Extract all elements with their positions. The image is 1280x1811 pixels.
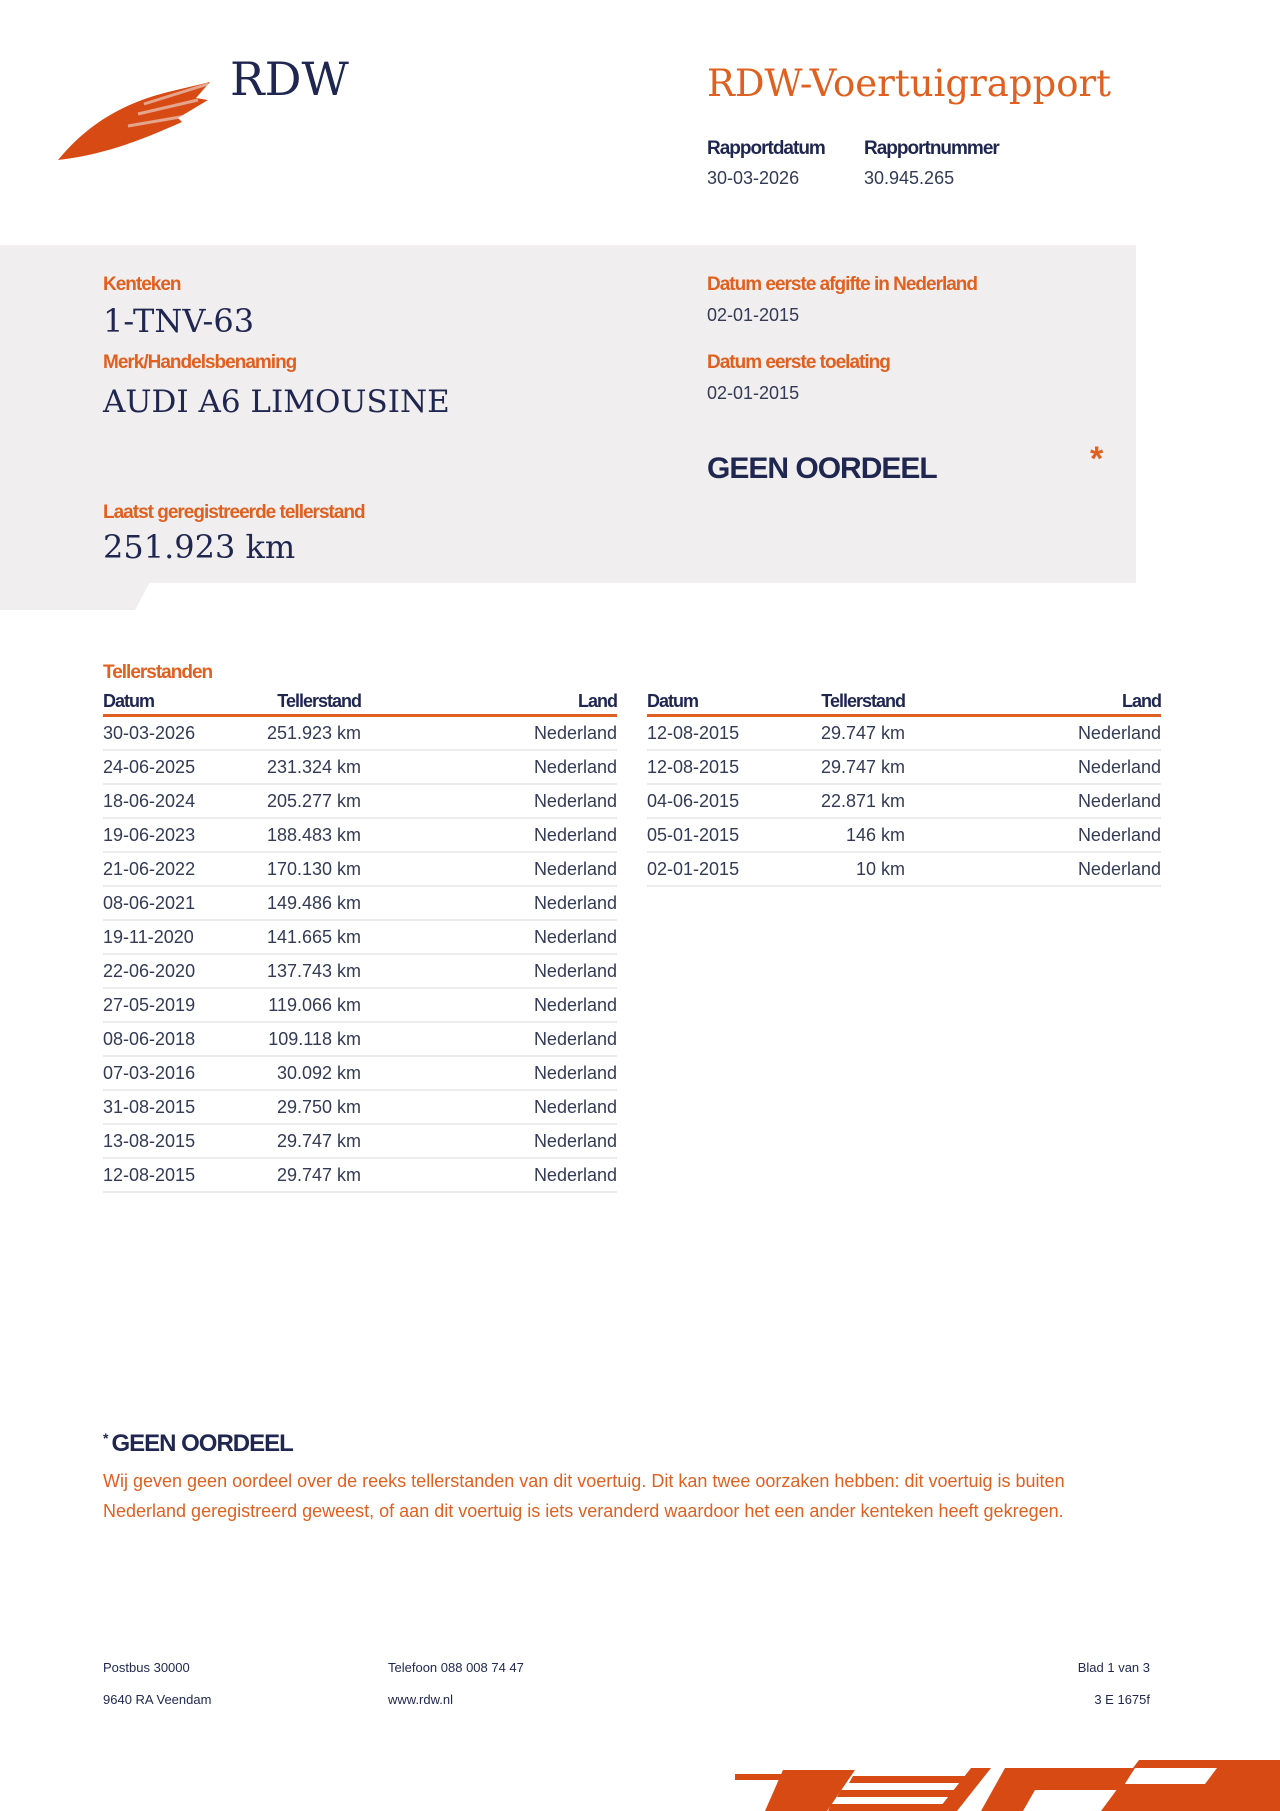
table-row <box>103 784 617 818</box>
report-date-label: Rapportdatum <box>707 138 825 159</box>
reading-country: Nederland <box>361 1158 617 1192</box>
reading-date: 04-06-2015 <box>647 784 797 818</box>
reading-odometer: 30.092 km <box>253 1056 361 1090</box>
report-number-value: 30.945.265 <box>864 168 955 188</box>
reading-country: Nederland <box>905 716 1161 751</box>
reading-date: 31-08-2015 <box>103 1090 253 1124</box>
table-row <box>103 886 617 920</box>
reading-odometer: 170.130 km <box>253 852 361 886</box>
reading-date: 05-01-2015 <box>647 818 797 852</box>
footer-address-line-1: Postbus 30000 <box>103 1660 190 1675</box>
footer-address-line-2: 9640 RA Veendam <box>103 1692 212 1707</box>
reading-country: Nederland <box>905 852 1161 886</box>
reading-odometer: 29.747 km <box>253 1158 361 1192</box>
footer-document-code: 3 E 1675f <box>1094 1692 1150 1707</box>
footer-website-link[interactable]: www.rdw.nl <box>388 1692 454 1707</box>
reading-country: Nederland <box>361 818 617 852</box>
report-title: RDW-Voertuigrapport <box>707 62 1112 105</box>
reading-country: Nederland <box>361 886 617 920</box>
reading-date: 12-08-2015 <box>647 750 797 784</box>
reading-country: Nederland <box>361 920 617 954</box>
column-header-country: Land <box>361 690 617 716</box>
column-header-reading: Tellerstand <box>253 690 361 716</box>
reading-odometer: 22.871 km <box>797 784 905 818</box>
table-row <box>647 716 1161 751</box>
table-row <box>103 1124 617 1158</box>
column-header-date: Datum <box>647 690 797 716</box>
reading-date: 12-08-2015 <box>103 1158 253 1192</box>
logo-wordmark: RDW <box>230 52 349 106</box>
reading-odometer: 188.483 km <box>253 818 361 852</box>
table-row <box>103 818 617 852</box>
table-row <box>647 750 1161 784</box>
reading-odometer: 119.066 km <box>253 988 361 1022</box>
reading-odometer: 149.486 km <box>253 886 361 920</box>
reading-country: Nederland <box>905 784 1161 818</box>
table-row <box>103 954 617 988</box>
table-row <box>103 920 617 954</box>
brand-value: AUDI A6 LIMOUSINE <box>103 384 450 420</box>
table-header-row <box>103 690 617 716</box>
table-row <box>103 1022 617 1056</box>
reading-date: 19-11-2020 <box>103 920 253 954</box>
reading-country: Nederland <box>361 988 617 1022</box>
reading-country: Nederland <box>905 750 1161 784</box>
reading-date: 08-06-2018 <box>103 1022 253 1056</box>
readings-table-left <box>103 690 617 1193</box>
reading-odometer: 29.750 km <box>253 1090 361 1124</box>
reading-date: 08-06-2021 <box>103 886 253 920</box>
report-number-label: Rapportnummer <box>864 138 999 159</box>
column-header-reading: Tellerstand <box>797 690 905 716</box>
reading-date: 13-08-2015 <box>103 1124 253 1158</box>
first-registration-nl-label: Datum eerste afgifte in Nederland <box>707 274 978 295</box>
reading-date: 30-03-2026 <box>103 716 253 751</box>
verdict-status: GEEN OORDEEL <box>707 452 937 485</box>
reading-date: 27-05-2019 <box>103 988 253 1022</box>
readings-section-title: Tellerstanden <box>103 662 213 683</box>
table-row <box>103 750 617 784</box>
footnote-title <box>103 1430 293 1458</box>
reading-odometer: 29.747 km <box>253 1124 361 1158</box>
table-row <box>103 1158 617 1192</box>
panel-tab-decoration <box>0 582 150 610</box>
reading-date: 24-06-2025 <box>103 750 253 784</box>
verdict-footnote-marker: * <box>1090 440 1104 478</box>
reading-date: 02-01-2015 <box>647 852 797 886</box>
reading-date: 19-06-2023 <box>103 818 253 852</box>
reading-country: Nederland <box>361 1056 617 1090</box>
brand-label: Merk/Handelsbenaming <box>103 352 297 373</box>
reading-odometer: 137.743 km <box>253 954 361 988</box>
first-admission-label: Datum eerste toelating <box>707 352 890 373</box>
reading-odometer: 146 km <box>797 818 905 852</box>
plate-value: 1-TNV-63 <box>103 302 255 340</box>
table-row <box>103 716 617 751</box>
reading-country: Nederland <box>361 1124 617 1158</box>
reading-odometer: 10 km <box>797 852 905 886</box>
reading-date: 12-08-2015 <box>647 716 797 751</box>
plate-label: Kenteken <box>103 274 181 295</box>
column-header-date: Datum <box>103 690 253 716</box>
odometer-value: 251.923 km <box>103 528 296 566</box>
reading-odometer: 251.923 km <box>253 716 361 751</box>
first-admission-value: 02-01-2015 <box>707 383 800 403</box>
footnote-marker: * <box>103 1430 108 1446</box>
reading-date: 07-03-2016 <box>103 1056 253 1090</box>
reading-country: Nederland <box>361 1022 617 1056</box>
reading-country: Nederland <box>361 716 617 751</box>
reading-odometer: 231.324 km <box>253 750 361 784</box>
table-row <box>103 852 617 886</box>
table-row <box>103 1056 617 1090</box>
reading-odometer: 205.277 km <box>253 784 361 818</box>
reading-date: 21-06-2022 <box>103 852 253 886</box>
table-row <box>647 852 1161 886</box>
reading-odometer: 109.118 km <box>253 1022 361 1056</box>
reading-country: Nederland <box>361 784 617 818</box>
table-header-row <box>647 690 1161 716</box>
footer-page-number: Blad 1 van 3 <box>1077 1660 1150 1675</box>
reading-date: 18-06-2024 <box>103 784 253 818</box>
reading-country: Nederland <box>361 954 617 988</box>
readings-table-right <box>647 690 1161 887</box>
table-row <box>647 784 1161 818</box>
table-row <box>103 1090 617 1124</box>
footnote-text: Wij geven geen oordeel over de reeks tellerstanden van dit voertuig. Dit kan twee oorzaken hebben: dit voertuig is buiten Nederland geregistreerd geweest, of aan dit voertuig is iets veranderd waardoor het een ander kenteken heeft gekregen. <box>103 1471 1065 1521</box>
footer-phone: Telefoon 088 008 74 47 <box>388 1660 524 1675</box>
reading-date: 22-06-2020 <box>103 954 253 988</box>
rdw-stripes-decoration-icon <box>735 1760 1280 1811</box>
report-date-value: 30-03-2026 <box>707 168 800 188</box>
reading-odometer: 141.665 km <box>253 920 361 954</box>
reading-country: Nederland <box>361 852 617 886</box>
first-registration-nl-value: 02-01-2015 <box>707 305 800 325</box>
reading-country: Nederland <box>361 750 617 784</box>
odometer-label: Laatst geregistreerde tellerstand <box>103 502 365 523</box>
column-header-country: Land <box>905 690 1161 716</box>
table-row <box>647 818 1161 852</box>
table-row <box>103 988 617 1022</box>
reading-odometer: 29.747 km <box>797 716 905 751</box>
reading-country: Nederland <box>361 1090 617 1124</box>
rdw-logo-icon <box>58 74 210 164</box>
reading-country: Nederland <box>905 818 1161 852</box>
reading-odometer: 29.747 km <box>797 750 905 784</box>
footnote-title-text: GEEN OORDEEL <box>111 1430 293 1457</box>
